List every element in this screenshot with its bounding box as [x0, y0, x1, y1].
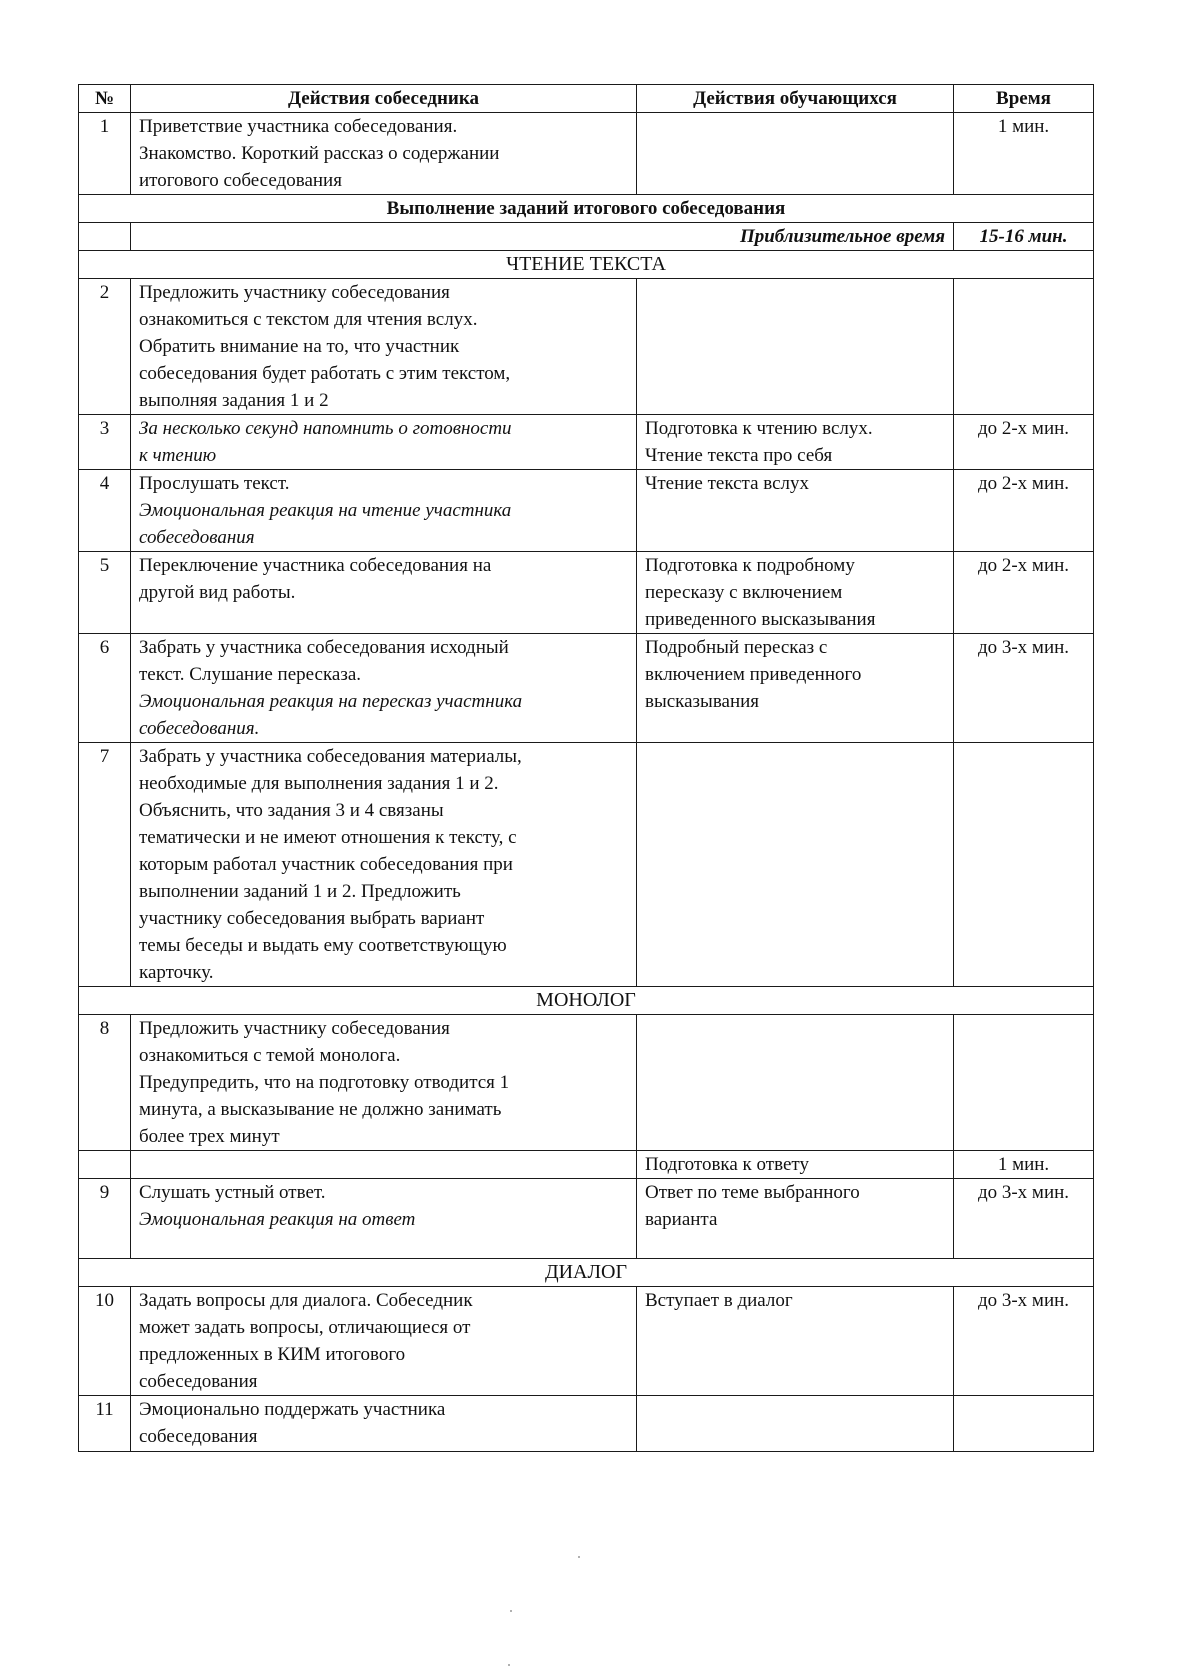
interviewer-action: Забрать у участника собеседования материалы, необходимые для выполнения задания 1 и 2. Объяснить, что задания 3 и 4 связаны тематически и не имеют отношения к тексту, с которым работал участник собеседования при выполнении заданий 1 и 2. Предложить участнику собеседования выбрать вариант темы беседы и выдать ему соответствующую карточку. [131, 743, 637, 987]
table-row [79, 552, 1094, 634]
table-row [79, 279, 1094, 415]
schedule-table [78, 84, 1094, 1452]
student-action: Чтение текста вслух [637, 470, 954, 552]
time-value: до 3-х мин. [954, 634, 1094, 743]
row-number: 3 [79, 415, 131, 470]
student-action: Подготовка к ответу [637, 1151, 954, 1179]
student-action [637, 279, 954, 415]
table-row [79, 1151, 1094, 1179]
row-number: 9 [79, 1179, 131, 1259]
approx-time-row [79, 223, 1094, 251]
section-title-tasks: Выполнение заданий итогового собеседования [79, 195, 1094, 223]
interviewer-action: Предложить участнику собеседования ознакомиться с текстом для чтения вслух. Обратить внимание на то, что участник собеседования будет работать с этим текстом, выполняя задания 1 и 2 [131, 279, 637, 415]
student-action [637, 1015, 954, 1151]
student-action: Подготовка к подробному пересказу с включением приведенного высказывания [637, 552, 954, 634]
section-row [79, 251, 1094, 279]
section-title-dialogue: ДИАЛОГ [79, 1259, 1094, 1287]
row-number: 7 [79, 743, 131, 987]
row-number: 10 [79, 1287, 131, 1396]
time-value: до 2-х мин. [954, 470, 1094, 552]
time-value: 1 мин. [954, 1151, 1094, 1179]
row-number: 4 [79, 470, 131, 552]
time-value [954, 279, 1094, 415]
table-row [79, 113, 1094, 195]
student-action [637, 1396, 954, 1452]
table-row [79, 743, 1094, 987]
time-value: до 2-х мин. [954, 415, 1094, 470]
header-time: Время [954, 85, 1094, 113]
interviewer-action: Прослушать текст. Эмоциональная реакция на чтение участника собеседования [131, 470, 637, 552]
time-value [954, 1396, 1094, 1452]
header-row [79, 85, 1094, 113]
scan-speck [510, 1610, 512, 1612]
student-action: Подготовка к чтению вслух. Чтение текста про себя [637, 415, 954, 470]
interviewer-action: Эмоционально поддержать участника собеседования [131, 1396, 637, 1452]
header-num: № [79, 85, 131, 113]
row-number: 6 [79, 634, 131, 743]
interviewer-action: Задать вопросы для диалога. Собеседник может задать вопросы, отличающиеся от предложенных в КИМ итогового собеседования [131, 1287, 637, 1396]
section-row [79, 195, 1094, 223]
row-number: 11 [79, 1396, 131, 1452]
row-number: 8 [79, 1015, 131, 1151]
row-number: 2 [79, 279, 131, 415]
table-row [79, 1015, 1094, 1151]
student-action: Ответ по теме выбранного варианта [637, 1179, 954, 1259]
table-row [79, 1396, 1094, 1452]
interviewer-action: За несколько секунд напомнить о готовности к чтению [131, 415, 637, 470]
scan-speck [578, 1556, 580, 1558]
time-value [954, 743, 1094, 987]
student-action [637, 743, 954, 987]
section-title-reading: ЧТЕНИЕ ТЕКСТА [79, 251, 1094, 279]
student-action [637, 113, 954, 195]
interviewer-action: Переключение участника собеседования на другой вид работы. [131, 552, 637, 634]
table-row [79, 1179, 1094, 1259]
table-row [79, 634, 1094, 743]
time-value: до 3-х мин. [954, 1287, 1094, 1396]
row-number: 5 [79, 552, 131, 634]
scan-speck [508, 1664, 510, 1666]
table-row [79, 415, 1094, 470]
time-value: 1 мин. [954, 113, 1094, 195]
interviewer-action: Слушать устный ответ. Эмоциональная реакция на ответ [131, 1179, 637, 1259]
student-action: Подробный пересказ с включением приведенного высказывания [637, 634, 954, 743]
student-action: Вступает в диалог [637, 1287, 954, 1396]
section-title-monologue: МОНОЛОГ [79, 987, 1094, 1015]
interviewer-action: Приветствие участника собеседования. Знакомство. Короткий рассказ о содержании итогового собеседования [131, 113, 637, 195]
row-number: 1 [79, 113, 131, 195]
time-value: до 2-х мин. [954, 552, 1094, 634]
time-value [954, 1015, 1094, 1151]
interviewer-action: Предложить участнику собеседования ознакомиться с темой монолога. Предупредить, что на подготовку отводится 1 минута, а высказывание не должно занимать более трех минут [131, 1015, 637, 1151]
header-students: Действия обучающихся [637, 85, 954, 113]
table-row [79, 470, 1094, 552]
table-row [79, 1287, 1094, 1396]
header-interviewer: Действия собеседника [131, 85, 637, 113]
interviewer-action: Забрать у участника собеседования исходный текст. Слушание пересказа. Эмоциональная реакция на пересказ участника собеседования. [131, 634, 637, 743]
time-value: до 3-х мин. [954, 1179, 1094, 1259]
approx-time-value: 15-16 мин. [954, 223, 1094, 251]
section-row [79, 987, 1094, 1015]
approx-time-label: Приблизительное время [131, 223, 954, 251]
section-row [79, 1259, 1094, 1287]
